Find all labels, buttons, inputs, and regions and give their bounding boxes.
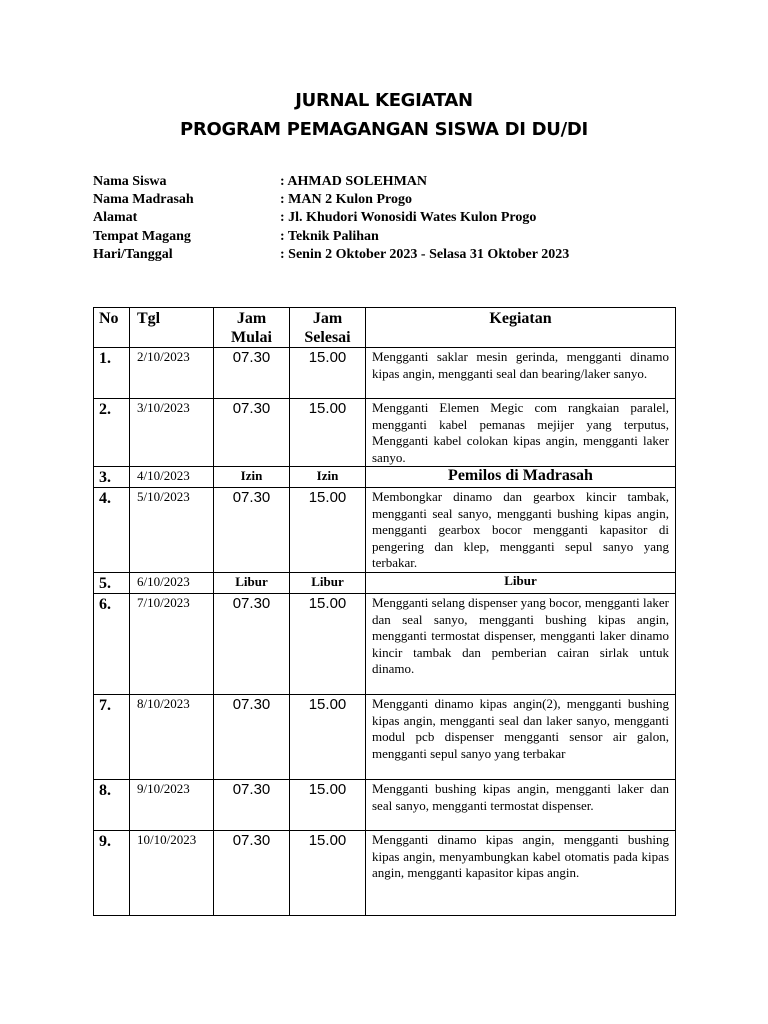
row-jam-mulai: 07.30 bbox=[214, 399, 290, 467]
row-no: 2. bbox=[94, 399, 130, 467]
row-jam-selesai: 15.00 bbox=[290, 831, 366, 916]
table-row bbox=[94, 399, 676, 467]
row-no: 3. bbox=[94, 467, 130, 488]
row-no: 8. bbox=[94, 780, 130, 831]
student-info bbox=[93, 173, 569, 264]
table-row bbox=[94, 695, 676, 780]
row-jam-mulai: 07.30 bbox=[214, 831, 290, 916]
table-row bbox=[94, 467, 676, 488]
row-jam-mulai: 07.30 bbox=[214, 780, 290, 831]
row-kegiatan: Libur bbox=[366, 573, 676, 594]
header-jam-mulai-line1: Jam bbox=[236, 310, 267, 327]
row-jam-mulai: Izin bbox=[214, 467, 290, 488]
row-jam-selesai: 15.00 bbox=[290, 780, 366, 831]
info-label: Alamat bbox=[93, 210, 138, 226]
row-tgl: 5/10/2023 bbox=[130, 488, 214, 573]
header-jam-mulai-line2: Mulai bbox=[231, 329, 272, 346]
info-label: Nama Siswa bbox=[93, 174, 167, 189]
row-kegiatan: Mengganti bushing kipas angin, mengganti laker dan seal sanyo, mengganti termostat dispenser. bbox=[366, 780, 676, 831]
row-jam-selesai: 15.00 bbox=[290, 594, 366, 695]
row-jam-selesai: 15.00 bbox=[290, 399, 366, 467]
page-subtitle: PROGRAM PEMAGANGAN SISWA DI DU/DI bbox=[180, 119, 588, 140]
row-jam-mulai: 07.30 bbox=[214, 348, 290, 399]
row-tgl: 4/10/2023 bbox=[130, 467, 214, 488]
info-row-nama-siswa bbox=[93, 173, 569, 191]
info-label: Hari/Tanggal bbox=[93, 246, 173, 262]
row-jam-selesai: Libur bbox=[290, 573, 366, 594]
row-jam-selesai: 15.00 bbox=[290, 488, 366, 573]
info-value: : Jl. Khudori Wonosidi Wates Kulon Progo bbox=[280, 210, 537, 226]
info-value: : AHMAD SOLEHMAN bbox=[280, 174, 427, 189]
info-row-alamat bbox=[93, 209, 569, 227]
row-jam-selesai: 15.00 bbox=[290, 348, 366, 399]
row-kegiatan: Mengganti Elemen Megic com rangkaian paralel, mengganti kabel pemanas mejijer yang terputus, Mengganti kabel colokan kipas angin, mengganti laker sanyo. bbox=[366, 399, 676, 467]
info-value: : Senin 2 Oktober 2023 - Selasa 31 Oktober 2023 bbox=[280, 246, 570, 262]
info-row-tempat-magang bbox=[93, 228, 569, 246]
row-tgl: 3/10/2023 bbox=[130, 399, 214, 467]
row-tgl: 7/10/2023 bbox=[130, 594, 214, 695]
row-jam-mulai: Libur bbox=[214, 573, 290, 594]
info-row-hari-tanggal bbox=[93, 246, 569, 264]
row-kegiatan: Mengganti selang dispenser yang bocor, mengganti laker dan seal sanyo, mengganti bushing kipas angin, mengganti termostat dispenser, mengganti laker dinamo kincir tambak dan pemberian cairan sirlak untuk dinamo. bbox=[366, 594, 676, 695]
header-no: No bbox=[94, 308, 130, 348]
header-jam-mulai bbox=[214, 308, 290, 348]
info-value: : MAN 2 Kulon Progo bbox=[280, 192, 412, 208]
table-row bbox=[94, 831, 676, 916]
row-kegiatan: Pemilos di Madrasah bbox=[366, 467, 676, 488]
table-row bbox=[94, 348, 676, 399]
table-header-row bbox=[94, 308, 676, 348]
page-title: JURNAL KEGIATAN bbox=[295, 90, 473, 111]
row-kegiatan: Membongkar dinamo dan gearbox kincir tambak, mengganti seal sanyo, mengganti bushing kipas angin, mengganti gearbox bocor mengganti kapasitor di pengering dan klep, mengganti sepul sanyo yang terbakar. bbox=[366, 488, 676, 573]
row-jam-selesai: 15.00 bbox=[290, 695, 366, 780]
row-tgl: 2/10/2023 bbox=[130, 348, 214, 399]
info-row-nama-madrasah bbox=[93, 191, 569, 209]
header-kegiatan: Kegiatan bbox=[366, 308, 676, 348]
row-no: 6. bbox=[94, 594, 130, 695]
row-no: 7. bbox=[94, 695, 130, 780]
header-tgl: Tgl bbox=[130, 308, 214, 348]
row-jam-mulai: 07.30 bbox=[214, 695, 290, 780]
row-tgl: 10/10/2023 bbox=[130, 831, 214, 916]
row-tgl: 9/10/2023 bbox=[130, 780, 214, 831]
header-jam-selesai-line1: Jam bbox=[312, 310, 343, 327]
row-jam-mulai: 07.30 bbox=[214, 488, 290, 573]
row-no: 5. bbox=[94, 573, 130, 594]
table-row bbox=[94, 573, 676, 594]
row-tgl: 6/10/2023 bbox=[130, 573, 214, 594]
info-label: Nama Madrasah bbox=[93, 192, 194, 208]
header-jam-selesai-line2: Selesai bbox=[304, 329, 351, 346]
row-kegiatan: Mengganti dinamo kipas angin(2), mengganti bushing kipas angin, mengganti seal dan laker sanyo, mengganti modul pcb dispenser mengganti sensor air galon, mengganti sepul sanyo yang terbakar bbox=[366, 695, 676, 780]
row-kegiatan: Mengganti saklar mesin gerinda, mengganti dinamo kipas angin, mengganti seal dan bearing/laker sanyo. bbox=[366, 348, 676, 399]
journal-table bbox=[93, 307, 676, 916]
row-jam-mulai: 07.30 bbox=[214, 594, 290, 695]
table-row bbox=[94, 488, 676, 573]
info-label: Tempat Magang bbox=[93, 228, 191, 244]
row-no: 4. bbox=[94, 488, 130, 573]
row-jam-selesai: Izin bbox=[290, 467, 366, 488]
table-row bbox=[94, 594, 676, 695]
row-tgl: 8/10/2023 bbox=[130, 695, 214, 780]
header-jam-selesai bbox=[290, 308, 366, 348]
row-no: 1. bbox=[94, 348, 130, 399]
info-value: : Teknik Palihan bbox=[280, 228, 379, 244]
table-row bbox=[94, 780, 676, 831]
row-no: 9. bbox=[94, 831, 130, 916]
row-kegiatan: Mengganti dinamo kipas angin, mengganti bushing kipas angin, menyambungkan kabel otomatis pada kipas angin, mengganti kapasitor kipas angin. bbox=[366, 831, 676, 916]
